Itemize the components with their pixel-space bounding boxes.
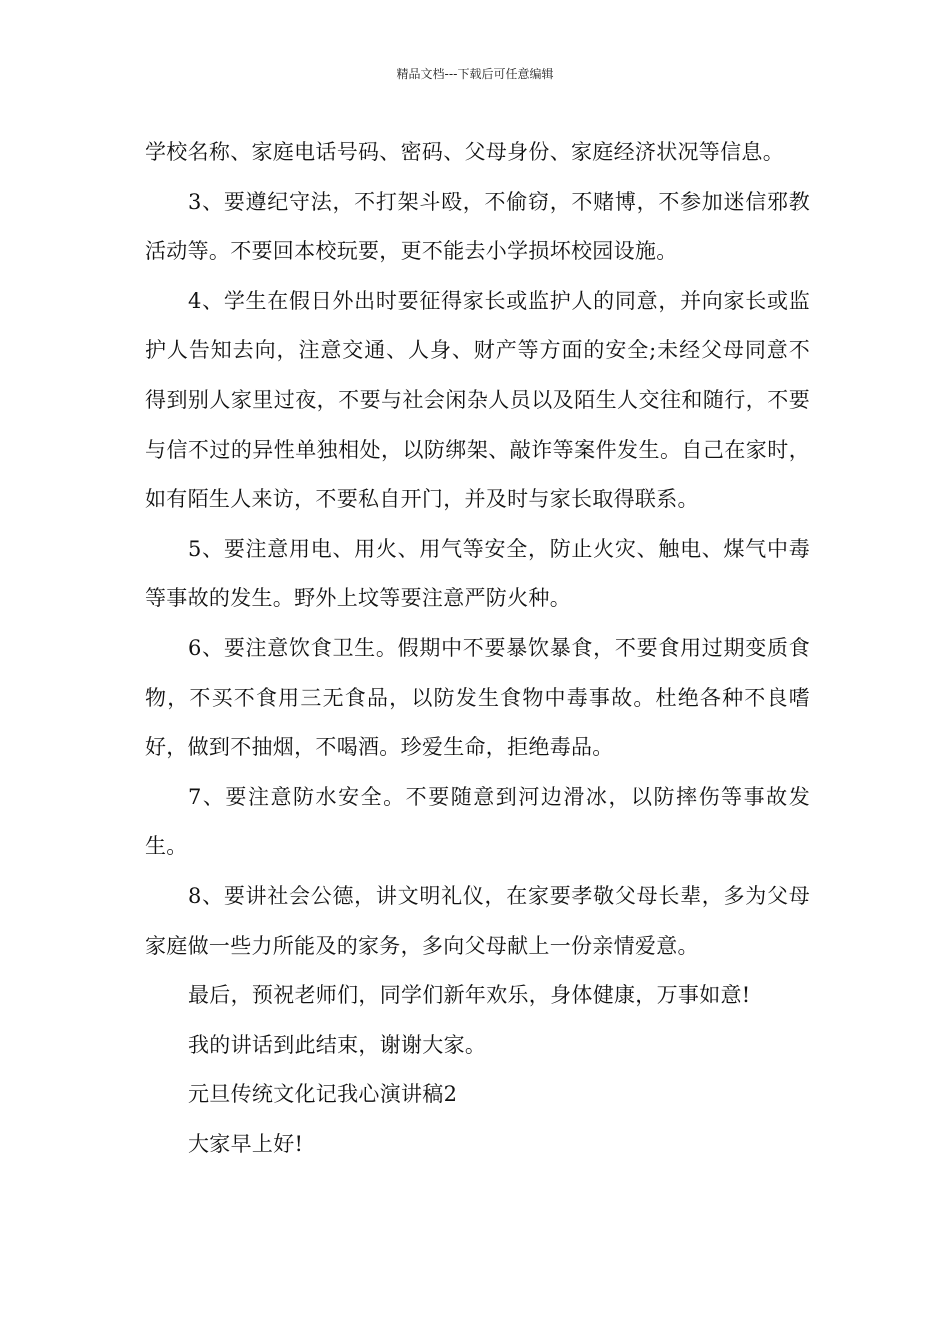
document-body (145, 128, 810, 1169)
page-header: 精品文档---下载后可任意编辑 (396, 67, 554, 81)
paragraph-item-8: 8、要讲社会公德，讲文明礼仪，在家要孝敬父母长辈，多为父母家庭做一些力所能及的家务，多向父母献上一份亲情爱意。 (145, 883, 810, 958)
paragraph-item-4: 4、学生在假日外出时要征得家长或监护人的同意，并向家长或监护人告知去向，注意交通、人身、财产等方面的安全;未经父母同意不得到别人家里过夜，不要与社会闲杂人员以及陌生人交往和随行，不要与信不过的异性单独相处，以防绑架、敲诈等案件发生。自己在家时，如有陌生人来访，不要私自开门，并及时与家长取得联系。 (145, 288, 810, 512)
paragraph-item-3: 3、要遵纪守法，不打架斗殴，不偷窃，不赌博，不参加迷信邪教活动等。不要回本校玩要，更不能去小学损坏校园设施。 (145, 189, 810, 264)
paragraph-closing-wish: 最后，预祝老师们，同学们新年欢乐，身体健康，万事如意! (188, 983, 751, 1008)
paragraph-continuation: 学校名称、家庭电话号码、密码、父母身份、家庭经济状况等信息。 (145, 140, 784, 164)
paragraph-greeting: 大家早上好! (188, 1131, 304, 1156)
section-title: 元旦传统文化记我心演讲稿2 (188, 1082, 458, 1107)
paragraph-closing-thanks: 我的讲话到此结束，谢谢大家。 (188, 1032, 487, 1057)
paragraph-item-6: 6、要注意饮食卫生。假期中不要暴饮暴食，不要食用过期变质食物，不买不食用三无食品，以防发生食物中毒事故。杜绝各种不良嗜好，做到不抽烟，不喝酒。珍爱生命，拒绝毒品。 (145, 635, 810, 760)
paragraph-item-7: 7、要注意防水安全。不要随意到河边滑冰，以防摔伤等事故发生。 (145, 784, 810, 859)
paragraph-item-5: 5、要注意用电、用火、用气等安全，防止火灾、触电、煤气中毒等事故的发生。野外上坟等要注意严防火种。 (145, 536, 810, 611)
